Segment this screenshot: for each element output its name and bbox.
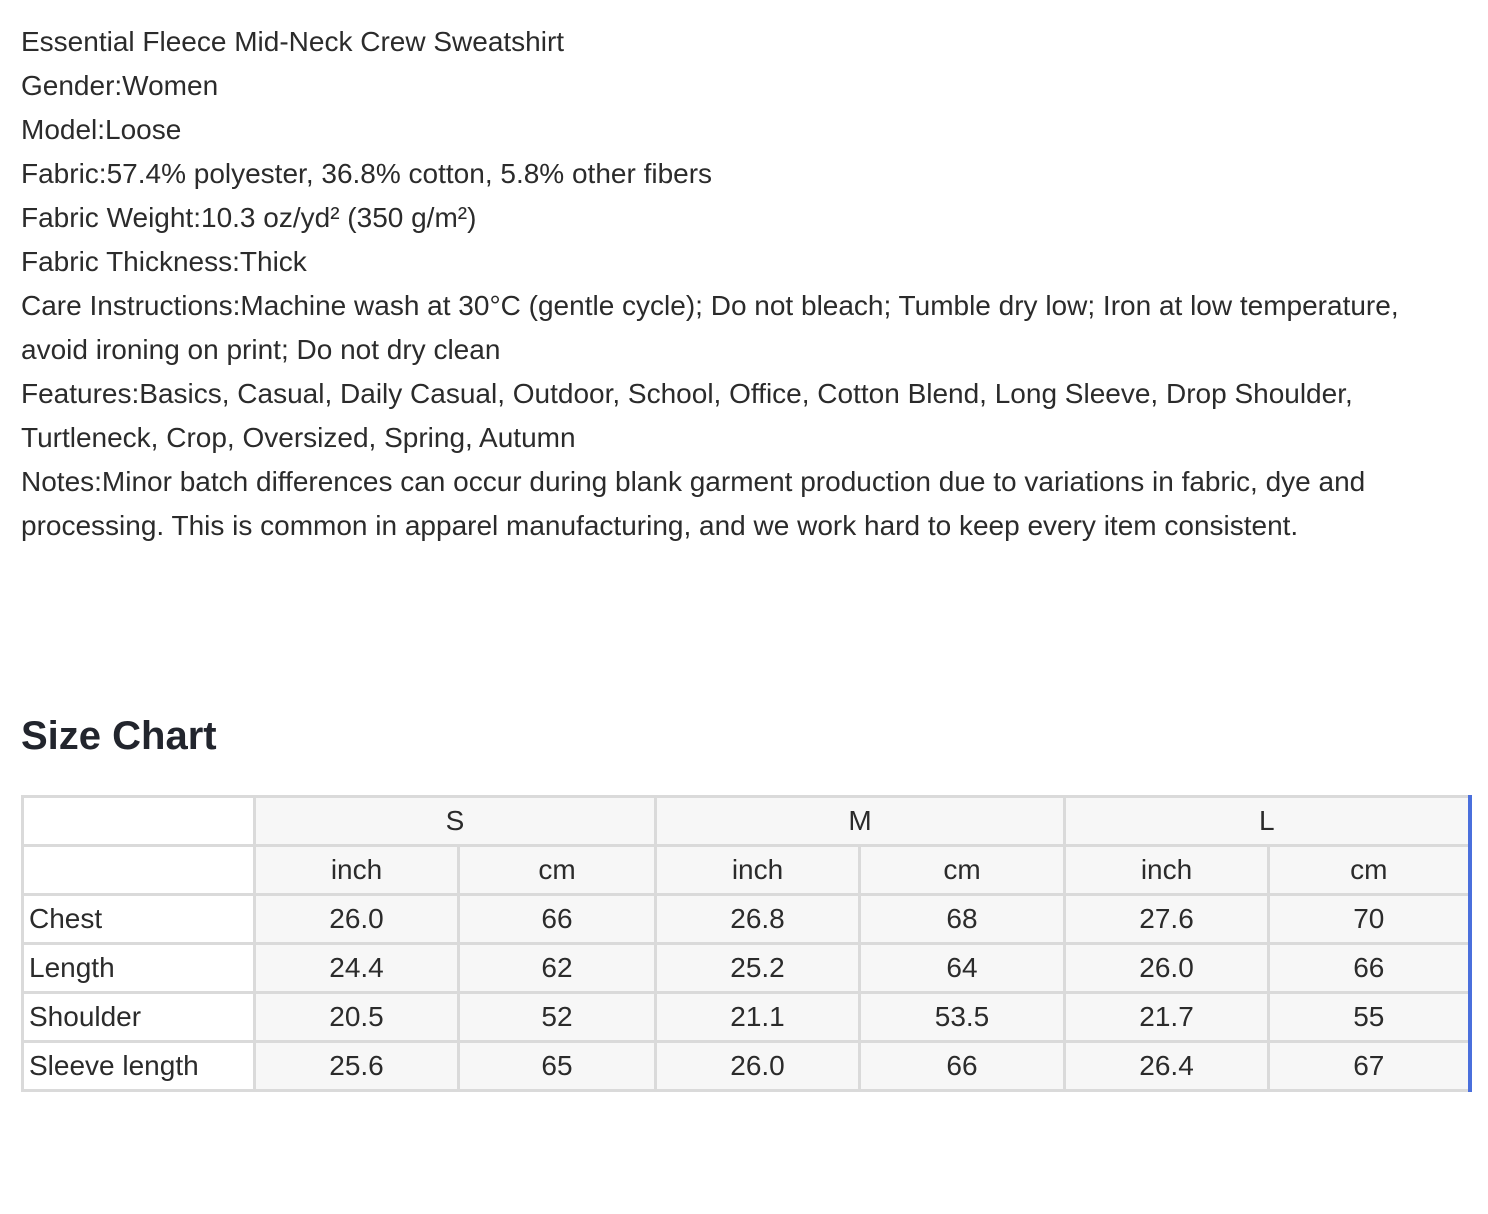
table-cell: 27.6 bbox=[1065, 895, 1269, 944]
table-cell: 70 bbox=[1269, 895, 1470, 944]
table-cell: 64 bbox=[860, 944, 1065, 993]
table-cell: 66 bbox=[459, 895, 656, 944]
unit-header: cm bbox=[1269, 846, 1470, 895]
table-cell: 26.4 bbox=[1065, 1042, 1269, 1091]
table-cell: 66 bbox=[1269, 944, 1470, 993]
table-cell: 24.4 bbox=[255, 944, 459, 993]
unit-header: cm bbox=[860, 846, 1065, 895]
table-cell: 66 bbox=[860, 1042, 1065, 1091]
product-title: Essential Fleece Mid-Neck Crew Sweatshirt bbox=[21, 26, 565, 57]
table-cell: 65 bbox=[459, 1042, 656, 1091]
care-instructions-line: Care Instructions:Machine wash at 30°C (gentle cycle); Do not bleach; Tumble dry low; Iron at low temperature, avoid ironing on print; Do not dry clean bbox=[21, 290, 1399, 365]
row-label-chest: Chest bbox=[23, 895, 255, 944]
size-header-m: M bbox=[656, 797, 1065, 846]
table-cell: 20.5 bbox=[255, 993, 459, 1042]
table-row bbox=[23, 944, 1470, 993]
table-row bbox=[23, 1042, 1470, 1091]
size-chart-table bbox=[21, 795, 1472, 1092]
row-label-length: Length bbox=[23, 944, 255, 993]
size-chart-title: Size Chart bbox=[21, 714, 217, 758]
fabric-weight-line: Fabric Weight:10.3 oz/yd² (350 g/m²) bbox=[21, 202, 477, 233]
table-cell: 53.5 bbox=[860, 993, 1065, 1042]
table-cell: 26.8 bbox=[656, 895, 860, 944]
table-cell: 21.1 bbox=[656, 993, 860, 1042]
unit-corner-cell bbox=[23, 846, 255, 895]
row-label-shoulder: Shoulder bbox=[23, 993, 255, 1042]
unit-header: inch bbox=[255, 846, 459, 895]
unit-header: cm bbox=[459, 846, 656, 895]
row-label-sleeve-length: Sleeve length bbox=[23, 1042, 255, 1091]
table-cell: 68 bbox=[860, 895, 1065, 944]
model-line: Model:Loose bbox=[21, 114, 182, 145]
table-row bbox=[23, 895, 1470, 944]
unit-header: inch bbox=[656, 846, 860, 895]
fabric-thickness-line: Fabric Thickness:Thick bbox=[21, 246, 307, 277]
features-line: Features:Basics, Casual, Daily Casual, Outdoor, School, Office, Cotton Blend, Long Sleeve, Drop Shoulder, Turtleneck, Crop, Oversized, Spring, Autumn bbox=[21, 378, 1353, 453]
size-header-s: S bbox=[255, 797, 656, 846]
table-row bbox=[23, 993, 1470, 1042]
table-cell: 25.6 bbox=[255, 1042, 459, 1091]
unit-header: inch bbox=[1065, 846, 1269, 895]
table-cell: 67 bbox=[1269, 1042, 1470, 1091]
table-cell: 26.0 bbox=[656, 1042, 860, 1091]
header-corner-cell bbox=[23, 797, 255, 846]
table-cell: 26.0 bbox=[255, 895, 459, 944]
size-header-l: L bbox=[1065, 797, 1470, 846]
size-header-row bbox=[23, 797, 1470, 846]
table-cell: 62 bbox=[459, 944, 656, 993]
notes-line: Notes:Minor batch differences can occur during blank garment production due to variations in fabric, dye and processing. This is common in apparel manufacturing, and we work hard to keep every item consistent. bbox=[21, 466, 1366, 541]
table-cell: 55 bbox=[1269, 993, 1470, 1042]
gender-line: Gender:Women bbox=[21, 70, 219, 101]
table-cell: 21.7 bbox=[1065, 993, 1269, 1042]
table-cell: 26.0 bbox=[1065, 944, 1269, 993]
unit-header-row bbox=[23, 846, 1470, 895]
product-description bbox=[21, 20, 1471, 548]
fabric-line: Fabric:57.4% polyester, 36.8% cotton, 5.8% other fibers bbox=[21, 158, 713, 189]
table-cell: 52 bbox=[459, 993, 656, 1042]
table-cell: 25.2 bbox=[656, 944, 860, 993]
